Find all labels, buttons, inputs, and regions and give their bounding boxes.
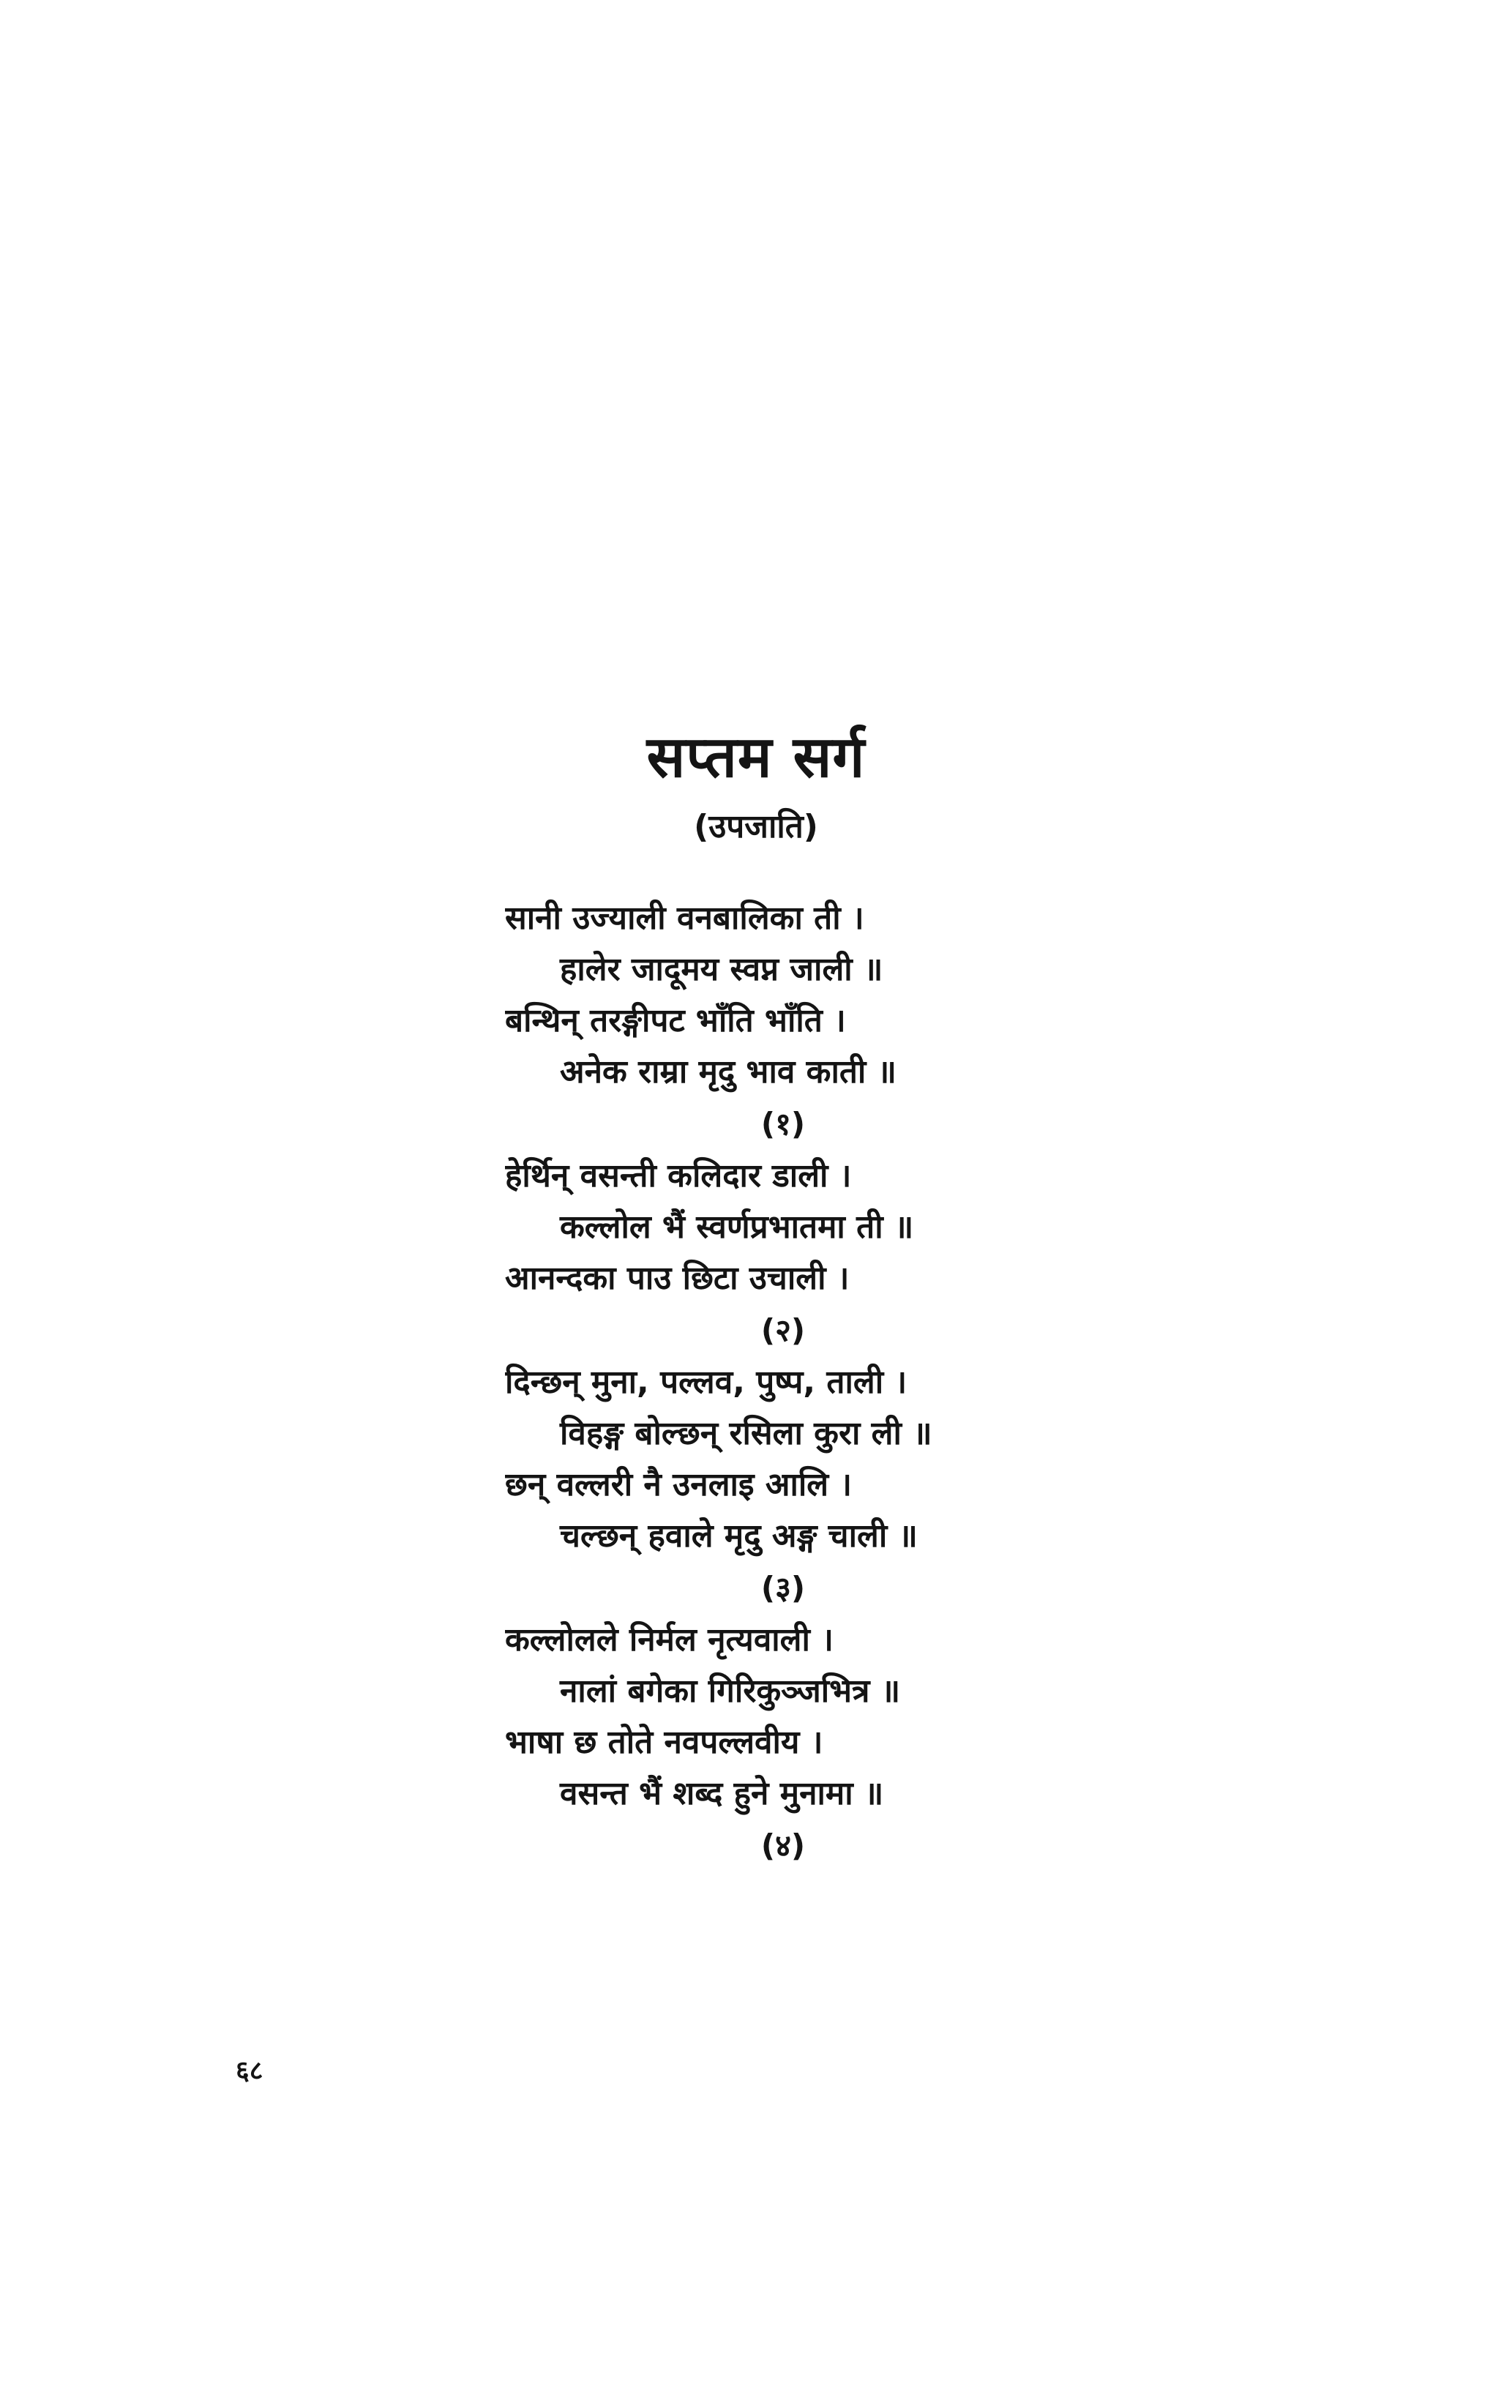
poem-body — [505, 893, 1090, 1872]
verse-line: विहङ्ग बोल्छन् रसिला कुरा ली ॥ — [560, 1415, 932, 1452]
verse-line: चल्छन् हवाले मृदु अङ्ग चाली ॥ — [560, 1517, 918, 1555]
verse-line: दिन्छन् मुना, पल्लव, पुष्प, ताली । — [505, 1364, 907, 1401]
page-number: ६८ — [236, 2056, 263, 2086]
verse-line: हेर्थिन् वसन्ती कलिदार डाली । — [505, 1157, 852, 1194]
meter-subtitle: (उपजाति) — [694, 808, 818, 845]
verse-line: छन् वल्लरी नै उनलाइ आलि । — [505, 1466, 853, 1503]
verse-line: वसन्त भैं शब्द हुने मुनामा ॥ — [560, 1775, 884, 1812]
stanza-number: (२) — [760, 1312, 806, 1348]
stanza-3 — [505, 1357, 1090, 1615]
verse-line: सानी उज्याली वनबालिका ती । — [505, 900, 864, 937]
verse-line: आनन्दका पाउ छिटा उचाली । — [505, 1260, 850, 1297]
verse-line: बन्थिन् तरङ्गीपट भाँति भाँति । — [505, 1002, 846, 1039]
chapter-title: सप्तम सर्ग — [646, 725, 866, 790]
stanza-number: (४) — [760, 1828, 806, 1863]
verse-line: कल्लोल भैं स्वर्णप्रभातमा ती ॥ — [560, 1208, 914, 1246]
stanza-2 — [505, 1151, 1090, 1357]
verse-line: अनेक राम्रा मृदु भाव काती ॥ — [560, 1053, 897, 1091]
verse-line: भाषा छ तोते नवपल्लवीय । — [505, 1724, 823, 1761]
verse-line: कल्लोलले निर्मल नृत्यवाली । — [505, 1621, 834, 1659]
stanza-4 — [505, 1615, 1090, 1872]
stanza-number: (१) — [760, 1106, 806, 1142]
stanza-1 — [505, 893, 1090, 1151]
stanza-number: (३) — [760, 1570, 806, 1606]
verse-line: हालेर जादूमय स्वप्न जाली ॥ — [560, 951, 883, 988]
verse-line: नालां बगेका गिरिकुञ्जभित्र ॥ — [560, 1672, 901, 1710]
